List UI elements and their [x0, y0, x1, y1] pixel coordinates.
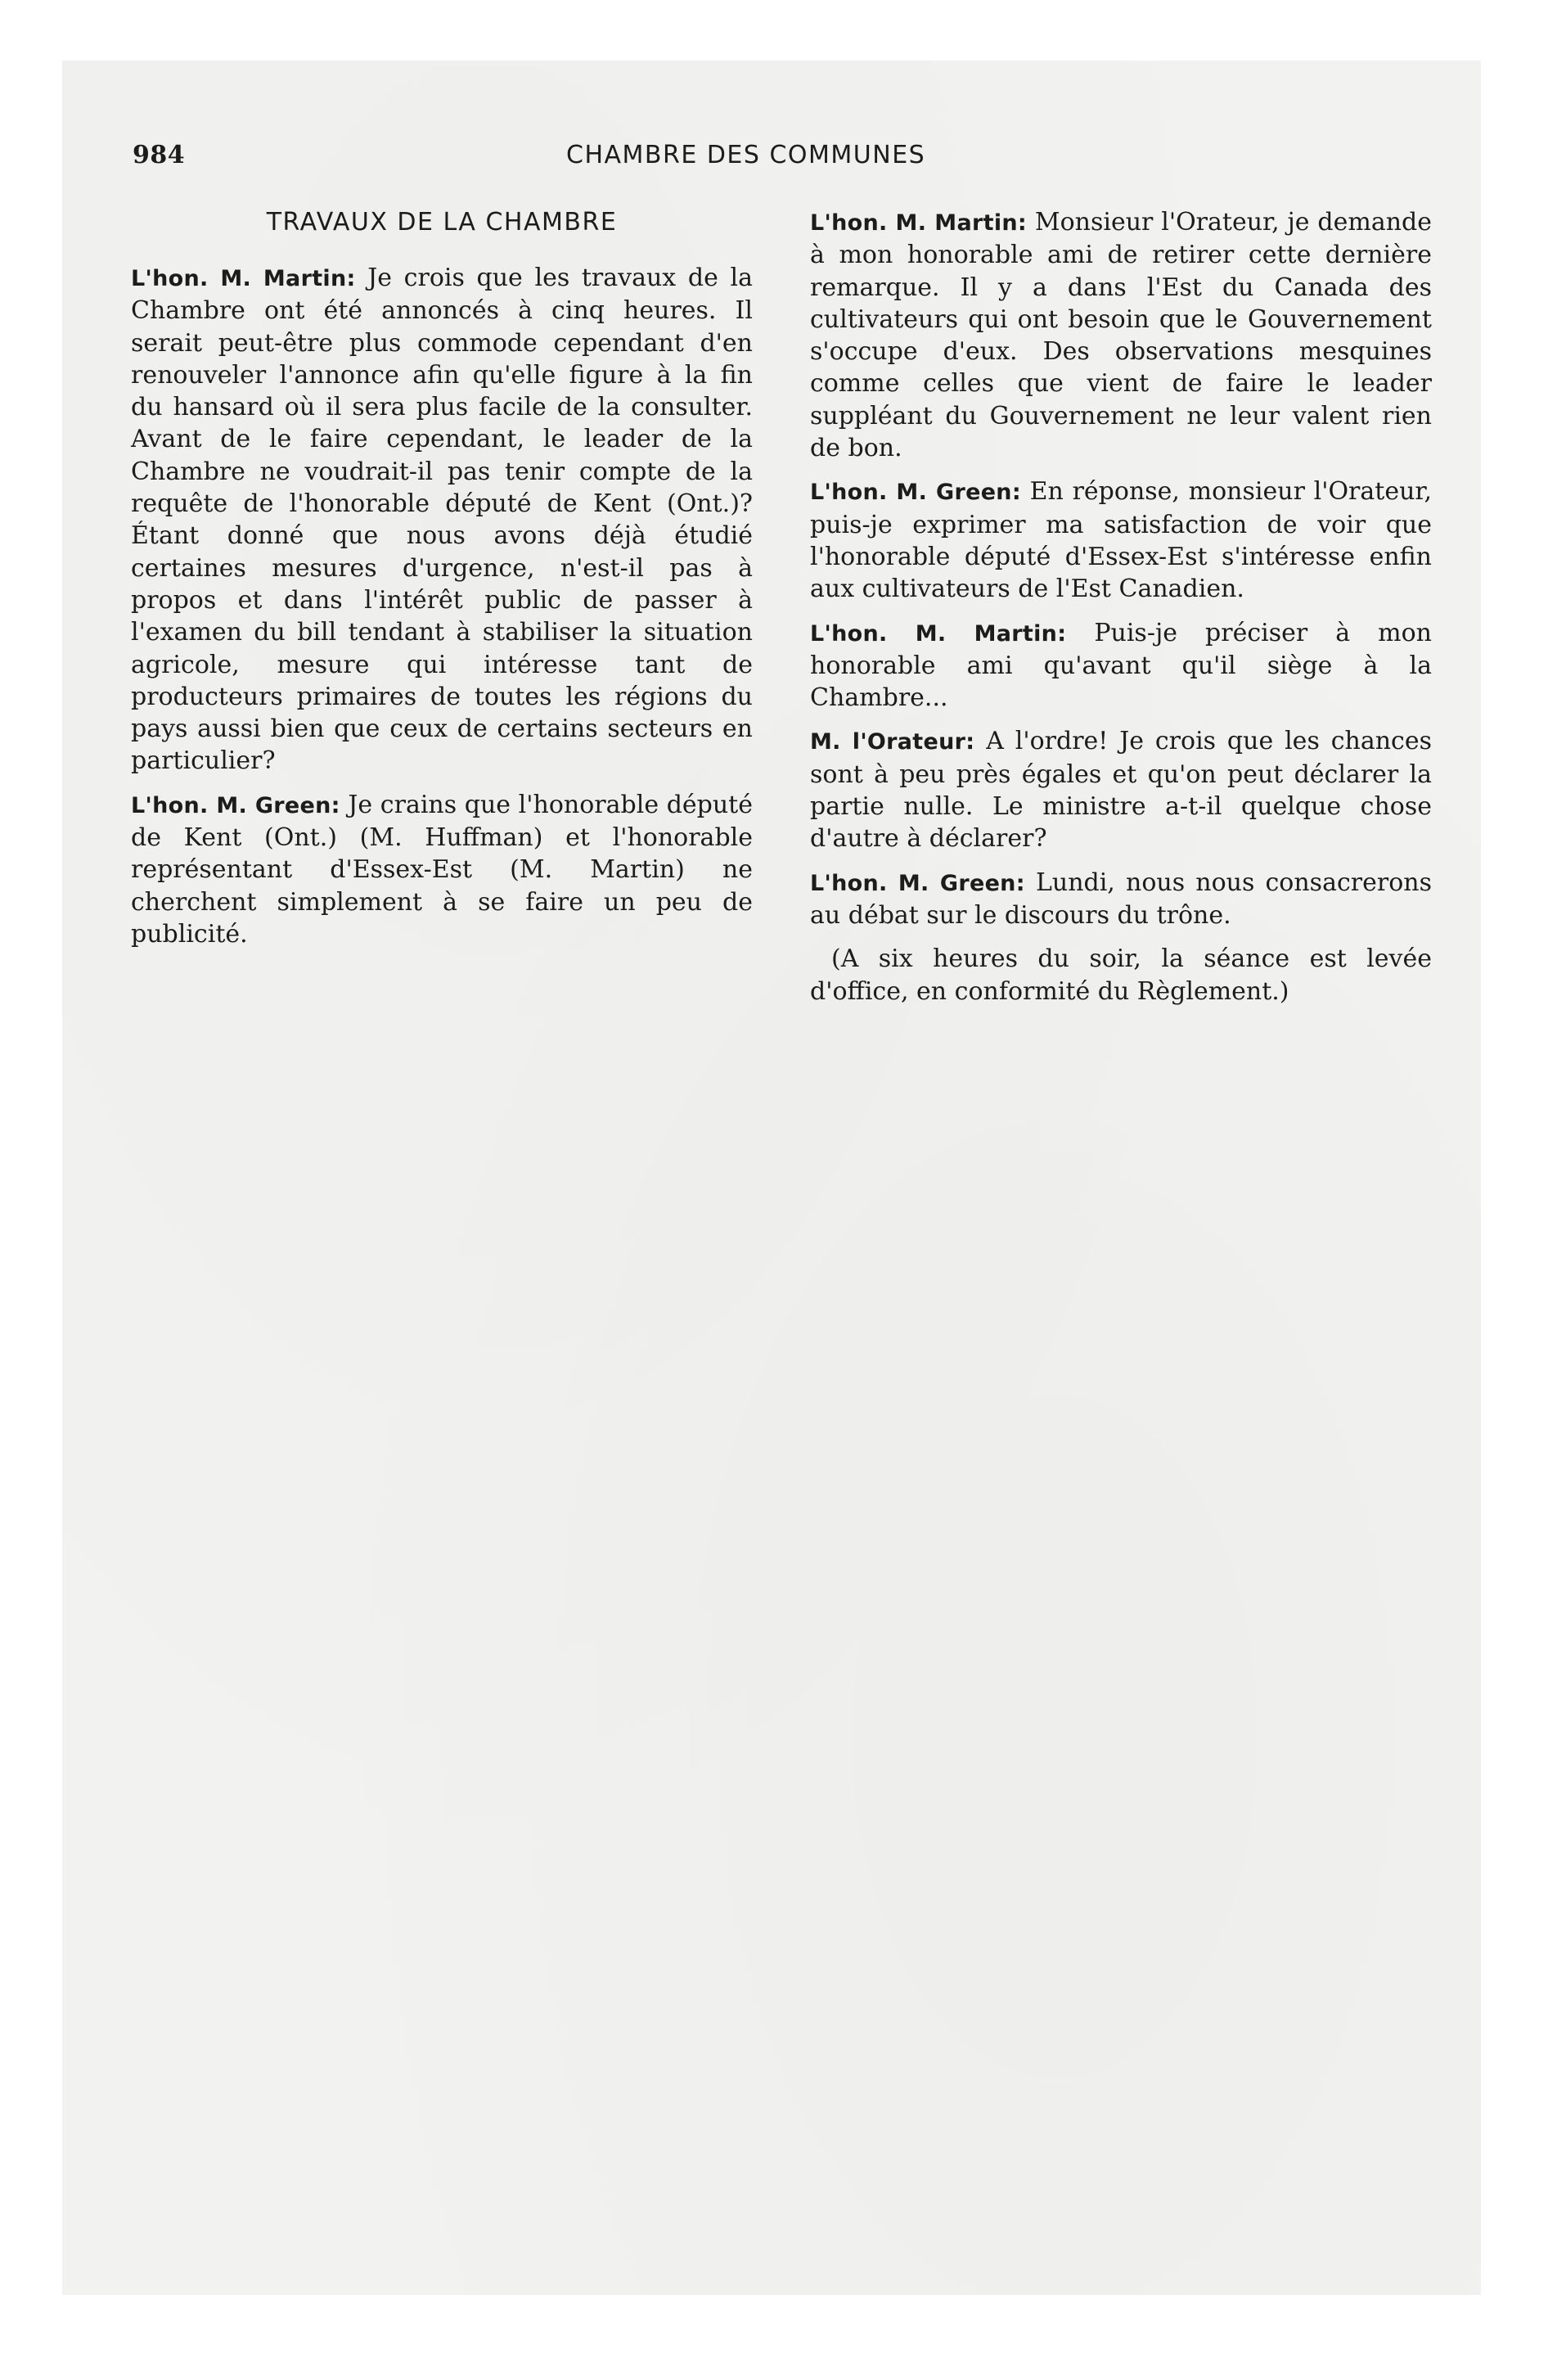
speech-paragraph — [810, 617, 1432, 714]
left-column — [131, 206, 753, 962]
running-header — [133, 137, 1409, 178]
speaker-name: L'hon. M. Green: — [131, 792, 340, 818]
speaker-name: L'hon. M. Green: — [810, 870, 1025, 896]
speech-text: Puis-je préciser à mon honorable ami qu'avant qu'il siège à la Chambre... — [810, 618, 1432, 713]
speech-paragraph — [131, 262, 753, 778]
speaker-name: M. l'Orateur: — [810, 729, 975, 755]
speech-paragraph — [810, 725, 1432, 854]
speech-text: Je crains que l'honorable député de Kent (Ont.) (M. Huffman) et l'honorable représentant d'Essex-Est (M. Martin) ne cherchent simplement à se faire un peu de publicité. — [131, 790, 753, 949]
page-number: 984 — [133, 141, 186, 169]
speaker-name: L'hon. M. Green: — [810, 480, 1021, 506]
speaker-name: L'hon. M. Martin: — [810, 620, 1067, 647]
speech-paragraph — [810, 206, 1432, 464]
speech-paragraph — [131, 789, 753, 950]
speaker-name: L'hon. M. Martin: — [810, 210, 1027, 236]
speech-paragraph — [810, 867, 1432, 932]
closing-note: (A six heures du soir, la séance est levée d'office, en conformité du Règlement.) — [810, 944, 1432, 1006]
running-title: CHAMBRE DES COMMUNES — [566, 141, 926, 169]
speech-text: En réponse, monsieur l'Orateur, puis-je exprimer ma satisfaction de voir que l'honorable député d'Essex-Est s'intéresse enfin aux cultivateurs de l'Est Canadien. — [810, 477, 1432, 604]
speech-paragraph — [810, 476, 1432, 605]
speech-text: A l'ordre! Je crois que les chances sont à peu près égales et qu'on peut déclarer la partie nulle. Le ministre a-t-il quelque chose d'autre à déclarer? — [810, 727, 1432, 854]
right-column — [810, 206, 1432, 1019]
speech-text: Monsieur l'Orateur, je demande à mon honorable ami de retirer cette dernière remarque. Il y a dans l'Est du Canada des cultivateurs qui ont besoin que le Gouvernement s'occupe d'eux. Des observations mesquines comme celles que vient de faire le leader suppléant du Gouvernement ne leur valent rien de bon. — [810, 208, 1432, 463]
speech-text: Lundi, nous nous consacrerons au débat sur le discours du trône. — [810, 868, 1432, 930]
speech-text: Je crois que les travaux de la Chambre ont été annoncés à cinq heures. Il serait peut-être plus commode cependant d'en renouveler l'annonce afin qu'elle figure à la fin du hansard où il sera plus facile de la consulter. Avant de le faire cependant, le leader de la Chambre ne voudrait-il pas tenir compte de la requête de l'honorable député de Kent (Ont.)? Étant donné que nous avons déjà étudié certaines mesures d'urgence, n'est-il pas à propos et dans l'intérêt public de passer à l'examen du bill tendant à stabiliser la situation agricole, mesure qui intéresse tant de producteurs primaires de toutes les régions du pays aussi bien que ceux de certains secteurs en particulier? — [131, 264, 753, 776]
section-heading: TRAVAUX DE LA CHAMBRE — [266, 208, 618, 237]
speaker-name: L'hon. M. Martin: — [131, 266, 356, 291]
